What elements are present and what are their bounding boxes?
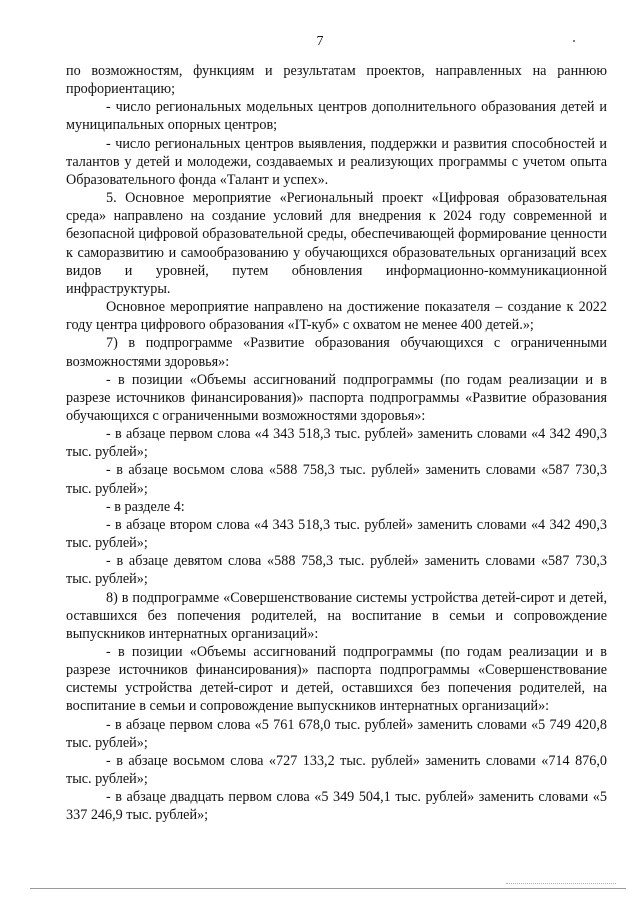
paragraph-subprogram-7-amendment-1: - в абзаце первом слова «4 343 518,3 тыс. рублей» заменить словами «4 342 490,3 тыс. рублей»; [66,426,607,461]
paragraph-subprogram-8-amendment-2: - в абзаце восьмом слова «727 133,2 тыс. рублей» заменить словами «714 876,0 тыс. рублей»; [66,752,607,788]
paragraph-subprogram-7-passport: - в позиции «Объемы ассигнований подпрограммы (по годам реализации и в разрезе источников финансирования)» паспорта подпрограммы «Развитие образования обучающихся с ограниченными возможностями здоровья»: [66,371,607,424]
paragraph-it-cube-indicator: Основное мероприятие направлено на достижение показателя – создание к 2022 году центра цифрового образования «IT-куб» с охватом не менее 400 детей.»; [66,299,607,334]
paragraph-career-guidance: по возможностям, функциям и результатам проектов, направленных на раннюю профориентацию; [66,63,607,98]
paragraph-model-centers: - число региональных модельных центров дополнительного образования детей и муниципальных опорных центров; [66,99,607,134]
paragraph-subprogram-8-passport: - в позиции «Объемы ассигнований подпрограммы (по годам реализации и в разрезе источников финансирования)» паспорта подпрограммы «Совершенствование системы устройства детей-сирот и детей, оставшихся без попечения родителей, на воспитание в семьи и сопровождение выпускников интернатных организаций»: [66,644,607,715]
paragraph-section-4-amendment-2: - в абзаце девятом слова «588 758,3 тыс. рублей» заменить словами «587 730,3 тыс. рублей»; [66,553,607,588]
document-body [66,62,607,825]
paragraph-subprogram-8: 8) в подпрограмме «Совершенствование системы устройства детей-сирот и детей, оставшихся без попечения родителей, на воспитание в семьи и сопровождение выпускников интернатных организаций»: [66,589,607,642]
paragraph-subprogram-7-amendment-2: - в абзаце восьмом слова «588 758,3 тыс. рублей» заменить словами «587 730,3 тыс. рублей»; [66,462,607,497]
scan-artifact-marks [506,883,616,886]
page-number: 7 [316,34,324,49]
scan-artifact-dot [573,40,575,42]
paragraph-subprogram-7: 7) в подпрограмме «Развитие образования обучающихся с ограниченными возможностями здоровья»: [66,335,607,370]
paragraph-subprogram-8-amendment-3: - в абзаце двадцать первом слова «5 349 504,1 тыс. рублей» заменить словами «5 337 246,9 тыс. рублей»; [66,789,607,824]
bottom-scan-edge [30,888,626,889]
paragraph-section-4-amendment-1: - в абзаце втором слова «4 343 518,3 тыс. рублей» заменить словами «4 342 490,3 тыс. рублей»; [66,516,607,552]
paragraph-digital-environment: 5. Основное мероприятие «Региональный проект «Цифровая образовательная среда» направлено на создание условий для внедрения к 2024 году современной и безопасной цифровой образовательной среды, обеспечивающей формирование ценности к саморазвитию и самообразованию у обучающихся образовательных организаций всех видов и уровней, путем обновления информационно-коммуникационной инфраструктуры. [66,190,607,297]
paragraph-subprogram-8-amendment-1: - в абзаце первом слова «5 761 678,0 тыс. рублей» заменить словами «5 749 420,8 тыс. рублей»; [66,716,607,751]
paragraph-talent-centers: - число региональных центров выявления, поддержки и развития способностей и талантов у детей и молодежи, создаваемых и реализующих программы с учетом опыта Образовательного фонда «Талант и успех». [66,135,607,188]
paragraph-section-4: - в разделе 4: [106,498,185,515]
